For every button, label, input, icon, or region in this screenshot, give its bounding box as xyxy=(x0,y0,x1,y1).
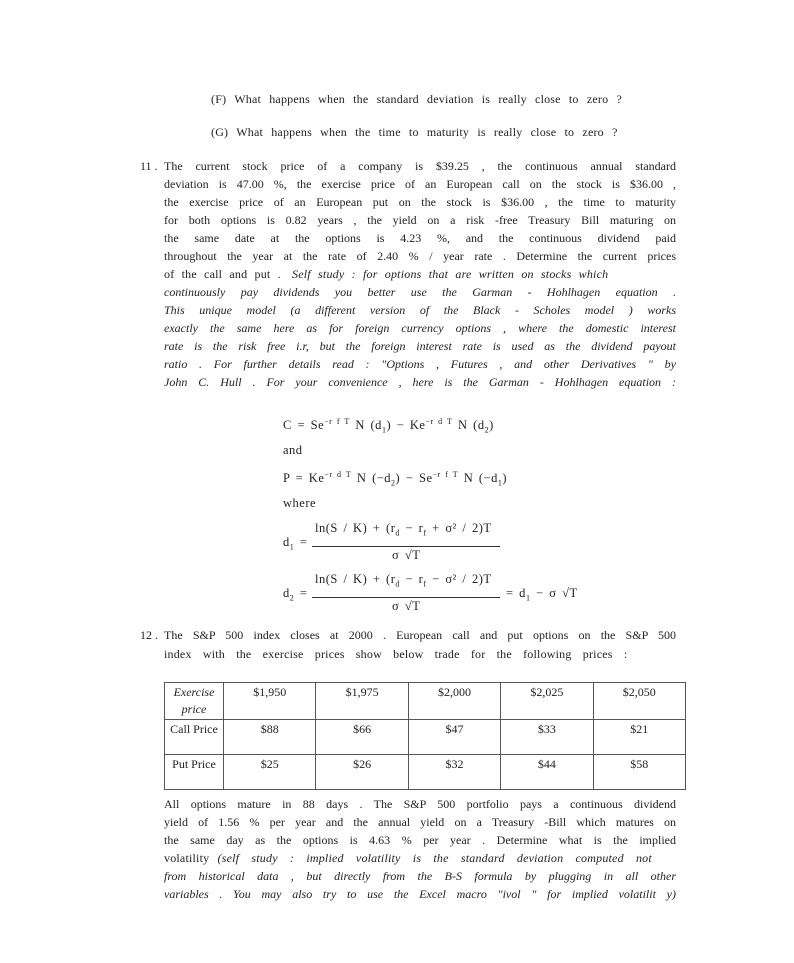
q12-after-line: the same day as the options is 4.63 % per year . Determine what is the implied xyxy=(164,833,676,847)
q12-after-line xyxy=(164,851,652,866)
q11-line: throughout the year at the rate of 2.40 % / year rate . Determine the current prices xyxy=(164,249,676,263)
table-cell: $1,950 xyxy=(224,683,316,720)
q11-italic-line: rate is the risk free i.r, but the foreign interest rate is used as the dividend payout xyxy=(164,339,676,353)
table-cell: $32 xyxy=(408,755,500,790)
q11-line xyxy=(164,267,608,282)
question-12-number: 12 . xyxy=(140,628,158,642)
d2-denominator: σ √T xyxy=(392,599,421,613)
table-cell: $21 xyxy=(593,720,685,755)
table-row xyxy=(165,755,686,790)
q11-line: for both options is 0.82 years , the yield on a risk -free Treasury Bill maturing on xyxy=(164,213,676,227)
table-cell: $47 xyxy=(408,720,500,755)
put-equation: $P = Ke^{-r d T}$ N $(-d_2) - Se^{-r f T}$ N $(-d_1)$ xyxy=(283,470,508,488)
options-price-table xyxy=(164,682,686,790)
q11-italic-line: ratio . For further details read : "Options , Futures , and other Derivatives " by xyxy=(164,357,676,371)
table-cell: $2,025 xyxy=(501,683,593,720)
q11-line: deviation is 47.00 %, the exercise price of an European call on the stock is $36.00 , xyxy=(164,177,676,191)
question-f: (F) What happens when the standard deviation is really close to zero ? xyxy=(211,92,623,106)
d1-numerator: $\ln(S / K) + (r_d - r_f + \sigma^2 / 2)T$ xyxy=(315,521,492,538)
table-cell: $66 xyxy=(316,720,408,755)
and-label: and xyxy=(283,443,303,457)
table-cell: $44 xyxy=(501,755,593,790)
table-cell: $1,975 xyxy=(316,683,408,720)
table-row xyxy=(165,720,686,755)
question-g: (G) What happens when the time to maturity is really close to zero ? xyxy=(211,125,618,139)
volatility-word: volatility xyxy=(164,851,210,865)
table-cell: $26 xyxy=(316,755,408,790)
q12-line: The S&P 500 index closes at 2000 . European call and put options on the S&P 500 xyxy=(164,628,676,642)
q12-italic-line: variables . You may also try to use the Excel macro "ivol " for implied volatilit y) xyxy=(164,887,676,901)
where-label: where xyxy=(283,496,317,510)
q11-italic-line: continuously pay dividends you better use the Garman - Hohlhagen equation . xyxy=(164,285,676,299)
q11-line: The current stock price of a company is $39.25 , the continuous annual standard xyxy=(164,159,676,173)
d1-label: $d_1$ = xyxy=(283,535,308,552)
table-cell: $58 xyxy=(593,755,685,790)
table-row xyxy=(165,683,686,720)
q12-italic-line: from historical data , but directly from the B-S formula by plugging in all other xyxy=(164,869,676,883)
table-row-label: Put Price xyxy=(165,755,224,790)
d2-fraction-bar xyxy=(312,597,500,598)
table-row-label: Exercise price xyxy=(165,683,224,720)
d1-fraction-bar xyxy=(312,546,500,547)
call-equation: $C = Se^{-r f T}$ N $(d_1) - Ke^{-r d T}$ N $(d_2)$ xyxy=(283,417,494,435)
table-cell: $25 xyxy=(224,755,316,790)
self-study-note: (self study : implied volatility is the standard deviation computed not xyxy=(217,851,652,865)
table-cell: $33 xyxy=(501,720,593,755)
q11-line7-italic: Self study : for options that are written on stocks which xyxy=(292,267,609,281)
d2-numerator: $\ln(S / K) + (r_d - r_f - \sigma^2 / 2)T$ xyxy=(315,572,492,589)
d1-denominator: σ √T xyxy=(392,548,421,562)
q11-line: the exercise price of an European put on the stock is $36.00 , the time to maturity xyxy=(164,195,676,209)
q11-line7-plain: of the call and put . xyxy=(164,267,281,281)
q12-after-line: yield of 1.56 % per year and the annual yield on a Treasury -Bill which matures on xyxy=(164,815,676,829)
q11-italic-line: This unique model (a different version of the Black - Scholes model ) works xyxy=(164,303,676,317)
q11-line: the same date at the options is 4.23 %, and the continuous dividend paid xyxy=(164,231,676,245)
q12-line: index with the exercise prices show below trade for the following prices : xyxy=(164,647,628,661)
table-cell: $2,000 xyxy=(408,683,500,720)
question-11-number: 11 . xyxy=(140,159,158,173)
d2-tail: = $d_1 - \sigma$ √T xyxy=(506,586,578,603)
table-row-label: Call Price xyxy=(165,720,224,755)
q11-italic-line: John C. Hull . For your convenience , here is the Garman - Hohlhagen equation : xyxy=(164,375,676,389)
q12-after-line: All options mature in 88 days . The S&P 500 portfolio pays a continuous dividend xyxy=(164,797,676,811)
d2-label: $d_2$ = xyxy=(283,586,308,603)
table-cell: $2,050 xyxy=(593,683,685,720)
table-cell: $88 xyxy=(224,720,316,755)
q11-italic-line: exactly the same here as for foreign currency options , where the domestic interest xyxy=(164,321,676,335)
